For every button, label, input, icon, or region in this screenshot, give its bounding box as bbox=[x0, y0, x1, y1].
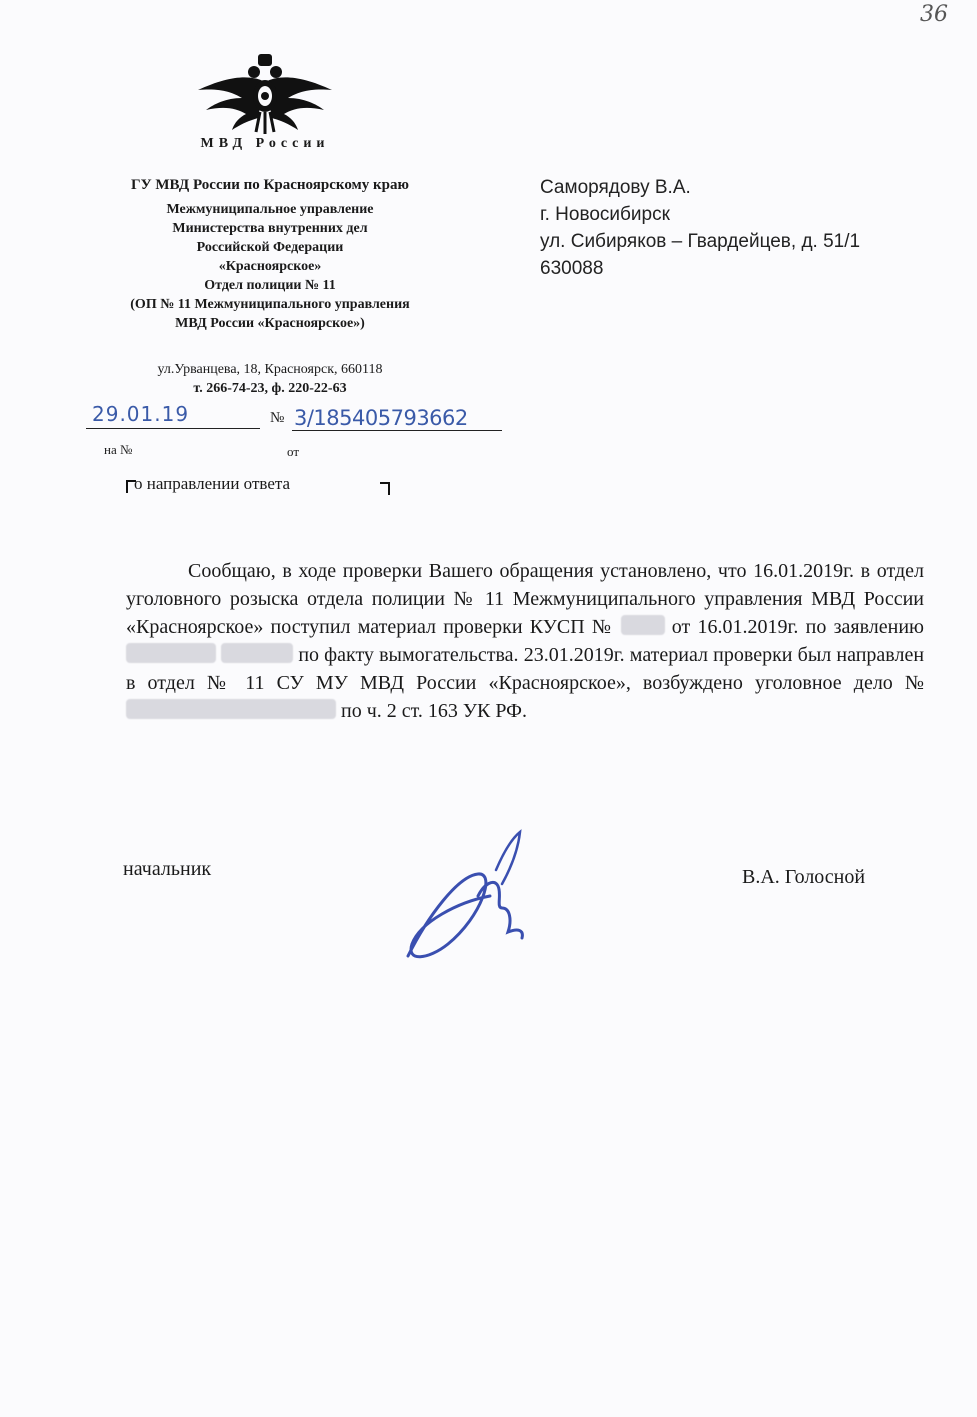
recipient-postcode: 630088 bbox=[540, 258, 604, 279]
phone-numbers: т. 266-74-23, ф. 220-22-63 bbox=[193, 381, 347, 396]
org-name: МВД России bbox=[200, 136, 330, 151]
recipient-street: ул. Сибиряков – Гвардейцев, д. 51/1 bbox=[540, 231, 861, 252]
body-text-part: по факту вымогательства. 23.01.2019г. материал проверки был направлен в отдел № 11 СУ МУ МВД России «Красноярское», возбуждено уголовное дело № bbox=[126, 644, 925, 694]
signer-position: начальник bbox=[123, 858, 212, 880]
unit-line: Российской Федерации bbox=[196, 240, 344, 255]
unit-line: Отдел полиции № 11 bbox=[204, 278, 336, 293]
body-text-part: от 16.01.2019г. по заявлению bbox=[671, 616, 924, 638]
main-unit-name: ГУ МВД России по Красноярскому краю bbox=[131, 177, 409, 193]
letterhead-address bbox=[80, 360, 460, 398]
handwritten-reg-number: 3/185405793662 bbox=[294, 406, 468, 430]
recipient-block bbox=[540, 174, 860, 282]
unit-line: (ОП № 11 Межмуниципального управления bbox=[130, 297, 410, 312]
body-text-part: по ч. 2 ст. 163 УК РФ. bbox=[341, 700, 527, 722]
body-text-part: Сообщаю, в ходе проверки Вашего обращения установлено, что 16.01.2019г. в отдел уголовного розыска отдела полиции № 11 Межмуниципального управления МВД России «Красноярское» поступил материал проверки КУСП № bbox=[126, 560, 924, 638]
subject-corner-right-icon bbox=[378, 480, 392, 496]
redacted-case-number bbox=[126, 699, 336, 719]
letterhead-block bbox=[80, 176, 460, 333]
reference-date-label: от bbox=[287, 444, 300, 459]
redacted-applicant-name bbox=[126, 643, 216, 663]
signer-name: В.А. Голосной bbox=[742, 866, 866, 888]
unit-line: Министерства внутренних дел bbox=[172, 221, 368, 236]
number-underline bbox=[292, 430, 502, 431]
letter-body bbox=[126, 557, 924, 725]
handwritten-date: 29.01.19 bbox=[92, 402, 190, 426]
unit-line: МВД России «Красноярское») bbox=[175, 316, 365, 331]
date-underline bbox=[86, 428, 260, 429]
street-address: ул.Урванцева, 18, Красноярск, 660118 bbox=[157, 362, 383, 377]
reference-number-label: на № bbox=[104, 442, 133, 457]
redacted-kusp-number bbox=[621, 615, 665, 635]
double-headed-eagle-emblem bbox=[190, 52, 340, 134]
page-number: 36 bbox=[920, 2, 948, 27]
redacted-applicant-name bbox=[221, 643, 293, 663]
unit-line: Межмуниципальное управление bbox=[166, 202, 374, 217]
subject-line: о направлении ответа bbox=[134, 474, 291, 493]
recipient-city: г. Новосибирск bbox=[540, 204, 670, 225]
recipient-name: Саморядову В.А. bbox=[540, 177, 691, 198]
number-sign: № bbox=[270, 410, 285, 426]
handwritten-signature bbox=[398, 826, 534, 966]
unit-line: «Красноярское» bbox=[218, 259, 322, 274]
